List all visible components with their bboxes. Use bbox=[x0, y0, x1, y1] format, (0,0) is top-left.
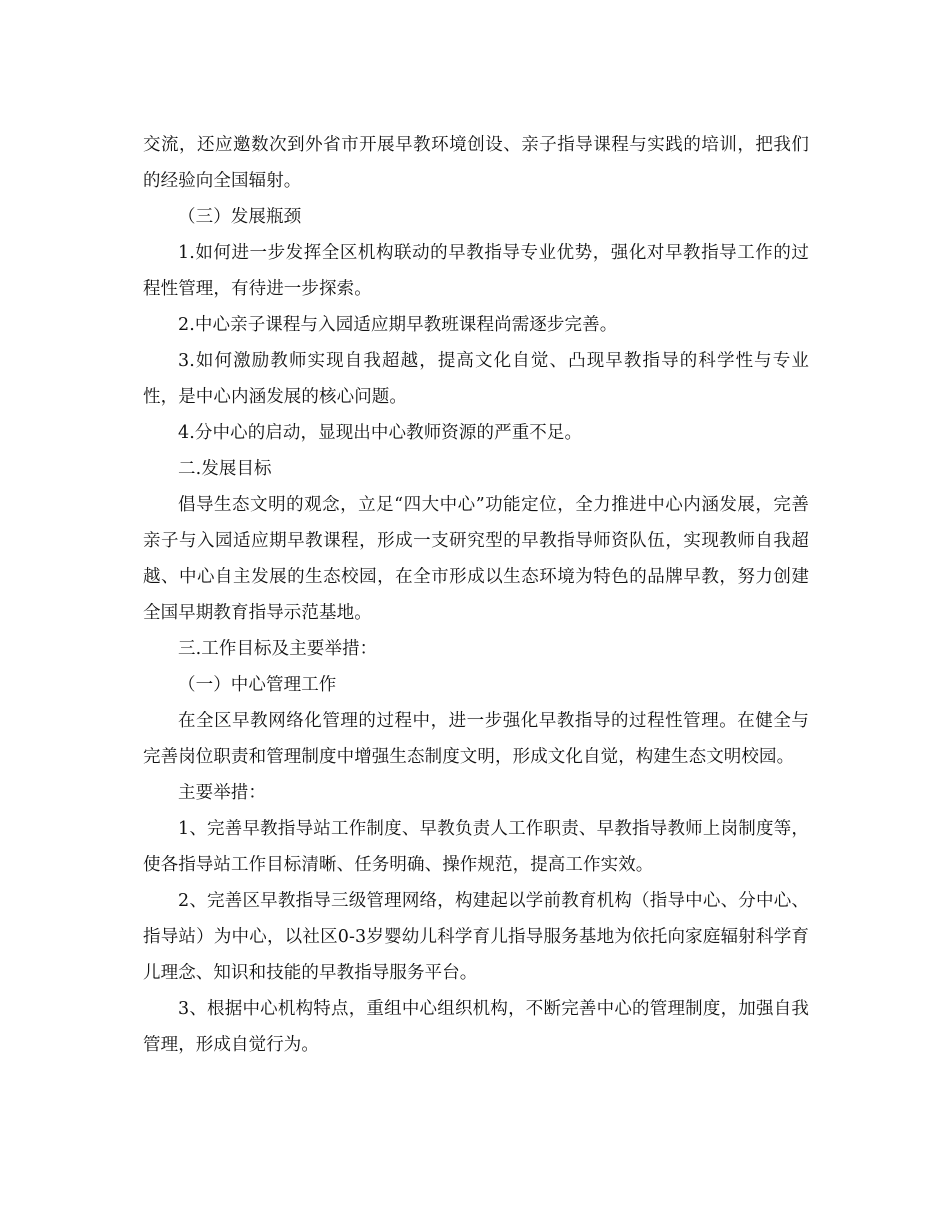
section-heading-goals: 二.发展目标 bbox=[178, 459, 272, 479]
section-heading-work-goals: 三.工作目标及主要举措： bbox=[178, 639, 378, 659]
measures-heading: 主要举措： bbox=[178, 783, 266, 803]
bottleneck-item-3: 3.如何激励教师实现自我超越，提高文化自觉、凸现早教指导的科学性与专业性，是中心内涵发展的核心问题。 bbox=[143, 351, 809, 407]
goals-paragraph: 倡导生态文明的观念，立足“四大中心”功能定位，全力推进中心内涵发展，完善亲子与入园适应期早教课程，形成一支研究型的早教指导师资队伍，实现教师自我超越、中心自主发展的生态校园，在全市形成以生态环境为特色的品牌早教，努力创建全国早期教育指导示范基地。 bbox=[143, 495, 809, 623]
measure-item-2: 2、完善区早教指导三级管理网络，构建起以学前教育机构（指导中心、分中心、指导站）为中心，以社区0-3岁婴幼儿科学育儿指导服务基地为依托向家庭辐射科学育儿理念、知识和技能的早教指导服务平台。 bbox=[143, 891, 809, 983]
management-paragraph: 在全区早教网络化管理的过程中，进一步强化早教指导的过程性管理。在健全与完善岗位职责和管理制度中增强生态制度文明，形成文化自觉，构建生态文明校园。 bbox=[143, 711, 809, 767]
section-heading-bottleneck: （三）发展瓶颈 bbox=[178, 207, 302, 227]
paragraph-continuation: 交流，还应邀数次到外省市开展早教环境创设、亲子指导课程与实践的培训，把我们的经验向全国辐射。 bbox=[143, 135, 809, 191]
measure-item-1: 1、完善早教指导站工作制度、早教负责人工作职责、早教指导教师上岗制度等，使各指导站工作目标清晰、任务明确、操作规范，提高工作实效。 bbox=[143, 819, 809, 875]
bottleneck-item-2: 2.中心亲子课程与入园适应期早教班课程尚需逐步完善。 bbox=[178, 315, 618, 335]
bottleneck-item-4: 4.分中心的启动，显现出中心教师资源的严重不足。 bbox=[178, 423, 583, 443]
bottleneck-item-1: 1.如何进一步发挥全区机构联动的早教指导专业优势，强化对早教指导工作的过程性管理，有待进一步探索。 bbox=[143, 243, 809, 299]
subsection-heading-management: （一）中心管理工作 bbox=[178, 675, 337, 695]
document-body bbox=[143, 127, 809, 1063]
measure-item-3: 3、根据中心机构特点，重组中心组织机构，不断完善中心的管理制度，加强自我管理，形成自觉行为。 bbox=[143, 999, 809, 1055]
